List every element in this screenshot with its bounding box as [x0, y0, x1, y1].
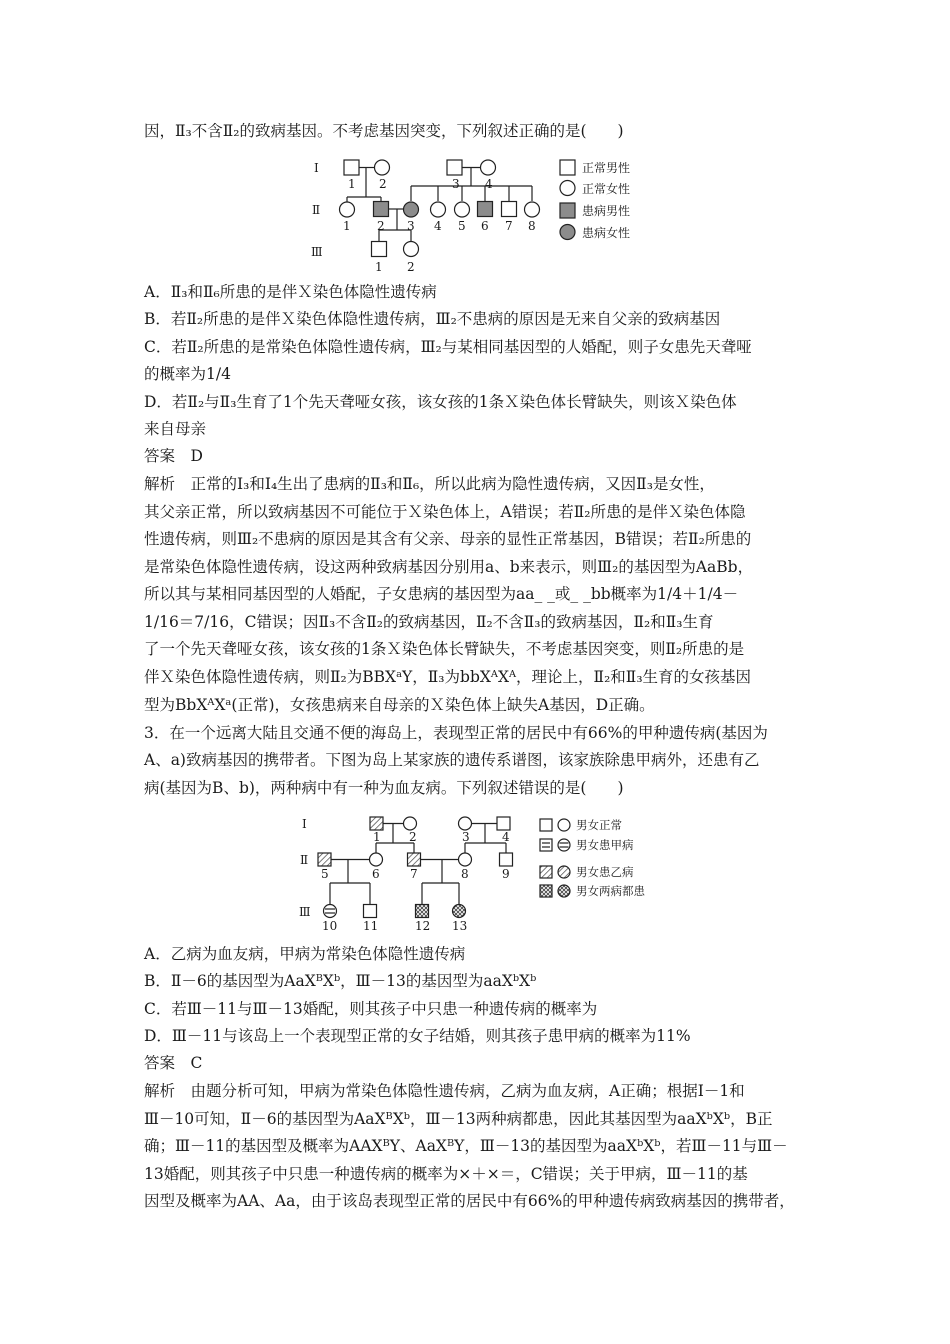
q2-analysis-line: 解析 正常的Ⅰ₃和Ⅰ₄生出了患病的Ⅱ₃和Ⅱ₆，所以此病为隐性遗传病，又因Ⅱ₃是女性，	[144, 475, 715, 493]
legend-label: 男女患甲病	[576, 838, 634, 852]
ind-num: 7	[505, 219, 513, 233]
gen-label-III: Ⅲ	[299, 905, 311, 919]
q3-option-c: C．若Ⅲ－11与Ⅲ－13婚配，则其孩子中只患一种遗传病的概率为	[144, 1000, 598, 1018]
q2-answer: 答案 D	[144, 447, 203, 465]
ind-num: 10	[322, 919, 338, 933]
gen-label-II: Ⅱ	[312, 203, 321, 217]
ind-num: 8	[528, 219, 536, 233]
q2-analysis-line: 了一个先天聋哑女孩，该女孩的1条Ｘ染色体长臂缺失，不考虑基因突变，则Ⅱ₂所患的是	[144, 640, 745, 658]
q3-analysis-line: 因型及概率为AA、Aa，由于该岛表现型正常的居民中有66%的甲种遗传病致病基因的携带者，	[144, 1192, 795, 1210]
gen-label-I: Ⅰ	[314, 161, 319, 175]
ind-num: 11	[363, 919, 379, 933]
q3-analysis-line: 解析 由题分析可知，甲病为常染色体隐性遗传病，乙病为血友病，A正确；根据Ⅰ－1和	[144, 1082, 745, 1100]
ind-num: 5	[321, 867, 329, 881]
legend-label: 男女患乙病	[576, 865, 634, 879]
ind-num: 2	[409, 830, 417, 844]
ind-num: 13	[452, 919, 468, 933]
q3-stem-line: 3．在一个远离大陆且交通不便的海岛上，表现型正常的居民中有66%的甲种遗传病(基因为	[144, 724, 768, 742]
ind-num: 9	[502, 867, 510, 881]
q2-stem-tail: 因，Ⅱ₃不含Ⅱ₂的致病基因。不考虑基因突变，下列叙述正确的是( )	[144, 122, 624, 140]
q2-analysis-line: 型为BbXᴬXᵃ(正常)，女孩患病来自母亲的Ｘ染色体上缺失A基因，D正确。	[144, 696, 655, 714]
ind-num: 7	[410, 867, 418, 881]
q3-stem-line: 病(基因为B、b)，两种病中有一种为血友病。下列叙述错误的是( )	[144, 779, 624, 797]
q3-analysis-line: 确；Ⅲ－11的基因型及概率为AAXᴮY、AaXᴮY，Ⅲ－13的基因型为aaXᵇXᵇ，若Ⅲ－11与Ⅲ－	[144, 1137, 788, 1155]
ind-num: 2	[407, 260, 415, 274]
ind-num: 3	[452, 177, 460, 191]
legend-label: 男女两病都患	[576, 884, 645, 898]
q2-analysis-line: 伴Ｘ染色体隐性遗传病，则Ⅱ₂为BBXᵃY，Ⅱ₃为bbXᴬXᴬ，理论上，Ⅱ₂和Ⅱ₃生育的女孩基因	[144, 668, 752, 686]
q2-option-b: B．若Ⅱ₂所患的是伴Ｘ染色体隐性遗传病，Ⅲ₂不患病的原因是无来自父亲的致病基因	[144, 310, 721, 328]
ind-num: 1	[375, 260, 383, 274]
q3-analysis-line: 13婚配，则其孩子中只患一种遗传病的概率为×＋×＝，C错误；关于甲病，Ⅲ－11的基	[144, 1165, 748, 1183]
q2-option-c-cont: 的概率为1/4	[144, 365, 231, 383]
q3-option-d: D．Ⅲ－11与该岛上一个表现型正常的女子结婚，则其孩子患甲病的概率为11%	[144, 1027, 691, 1045]
ind-num: 4	[434, 219, 442, 233]
ind-num: 3	[462, 830, 470, 844]
q2-option-d-cont: 来自母亲	[144, 420, 207, 438]
q3-stem-line: A、a)致病基因的携带者。下图为岛上某家族的遗传系谱图，该家族除患甲病外，还患有乙	[144, 751, 760, 769]
q3-option-a: A．乙病为血友病，甲病为常染色体隐性遗传病	[144, 945, 466, 963]
ind-num: 4	[502, 830, 510, 844]
ind-num: 1	[373, 830, 381, 844]
q2-analysis-line: 性遗传病，则Ⅲ₂不患病的原因是其含有父亲、母亲的显性正常基因，B错误；若Ⅱ₂所患的	[144, 530, 752, 548]
legend-label: 患病女性	[582, 226, 631, 240]
q3-answer: 答案 C	[144, 1054, 203, 1072]
legend-label: 正常女性	[582, 182, 631, 196]
q2-option-a: A．Ⅱ₃和Ⅱ₆所患的是伴Ｘ染色体隐性遗传病	[144, 283, 437, 301]
gen-label-III: Ⅲ	[311, 245, 323, 259]
ind-num: 5	[458, 219, 466, 233]
ind-num: 6	[481, 219, 489, 233]
legend-label: 患病男性	[582, 204, 631, 218]
legend-label: 男女正常	[576, 818, 622, 832]
q2-analysis-line: 是常染色体隐性遗传病，设这两种致病基因分别用a、b来表示，则Ⅲ₂的基因型为AaBb，	[144, 558, 754, 576]
gen-label-I: Ⅰ	[302, 817, 307, 831]
ind-num: 4	[485, 177, 493, 191]
ind-num: 8	[461, 867, 469, 881]
q3-analysis-line: Ⅲ－10可知，Ⅱ－6的基因型为AaXᴮXᵇ，Ⅲ－13两种病都患，因此其基因型为aaXᵇXᵇ，B正	[144, 1110, 773, 1128]
legend-label: 正常男性	[582, 161, 631, 175]
ind-num: 6	[372, 867, 380, 881]
ind-num: 1	[343, 219, 351, 233]
ind-num: 3	[407, 219, 415, 233]
pedigree-figure-1	[300, 150, 660, 278]
q2-option-d: D．若Ⅱ₂与Ⅱ₃生育了1个先天聋哑女孩，该女孩的1条Ｘ染色体长臂缺失，则该Ｘ染色体	[144, 393, 737, 411]
q3-option-b: B．Ⅱ－6的基因型为AaXᴮXᵇ，Ⅲ－13的基因型为aaXᵇXᵇ	[144, 972, 537, 990]
q2-analysis-line: 其父亲正常，所以致病基因不可能位于Ｘ染色体上，A错误；若Ⅱ₂所患的是伴Ｘ染色体隐	[144, 503, 746, 521]
ind-num: 1	[348, 177, 356, 191]
q2-option-c: C．若Ⅱ₂所患的是常染色体隐性遗传病，Ⅲ₂与某相同基因型的人婚配，则子女患先天聋哑	[144, 338, 752, 356]
ind-num: 2	[377, 219, 385, 233]
q2-analysis-line: 所以其与某相同基因型的人婚配，子女患病的基因型为aa_ _或_ _bb概率为1/4＋1/4－	[144, 585, 739, 603]
q2-analysis-line: 1/16＝7/16，C错误；因Ⅱ₃不含Ⅱ₂的致病基因，Ⅱ₂不含Ⅱ₃的致病基因，Ⅱ₂和Ⅱ₃生育	[144, 613, 714, 631]
ind-num: 12	[415, 919, 431, 933]
ind-num: 2	[379, 177, 387, 191]
gen-label-II: Ⅱ	[300, 853, 309, 867]
pedigree-figure-2	[292, 810, 662, 934]
